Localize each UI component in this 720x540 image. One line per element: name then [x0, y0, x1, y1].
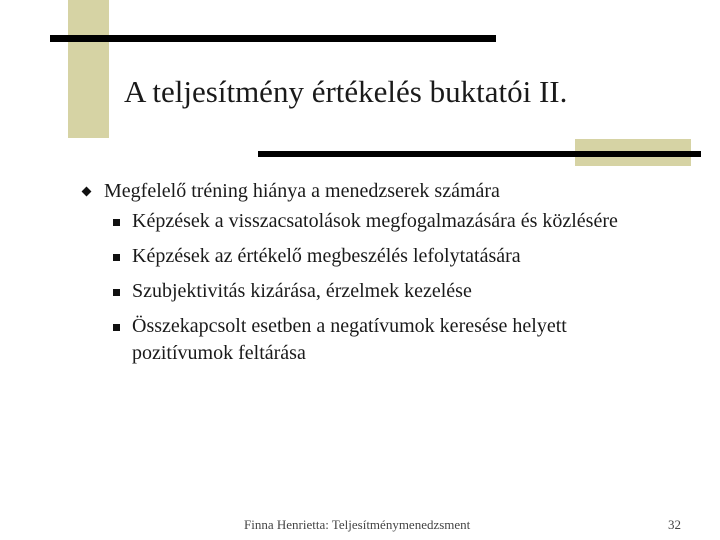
decorative-rule-bottom — [258, 151, 701, 157]
square-bullet-icon — [113, 289, 120, 296]
sub-bullet-list — [78, 208, 678, 367]
slide-footer: Finna Henrietta: Teljesítménymenedzsment — [244, 517, 471, 532]
slide-title: A teljesítmény értékelés buktatói II. — [124, 74, 568, 109]
sub-bullet-item — [108, 278, 678, 305]
sub-bullet-text: Szubjektivitás kizárása, érzelmek kezelése — [132, 280, 472, 302]
sub-bullet-text: Képzések az értékelő megbeszélés lefolytatására — [132, 245, 521, 267]
sub-bullet-item — [108, 243, 678, 270]
sub-bullet-item — [108, 208, 678, 235]
decorative-block-left — [68, 0, 109, 138]
bullet-text: Megfelelő tréning hiánya a menedzserek számára — [104, 180, 500, 202]
bullet-item — [78, 178, 678, 205]
diamond-bullet-icon — [82, 187, 92, 197]
sub-bullet-item — [108, 313, 678, 367]
decorative-rule-top — [50, 35, 496, 42]
square-bullet-icon — [113, 254, 120, 261]
sub-bullet-text: Képzések a visszacsatolások megfogalmazására és közlésére — [132, 210, 618, 232]
square-bullet-icon — [113, 324, 120, 331]
slide-content — [78, 178, 678, 375]
square-bullet-icon — [113, 219, 120, 226]
sub-bullet-text: Összekapcsolt esetben a negatívumok keresése helyett pozitívumok feltárása — [132, 315, 567, 364]
page-number: 32 — [668, 517, 681, 532]
